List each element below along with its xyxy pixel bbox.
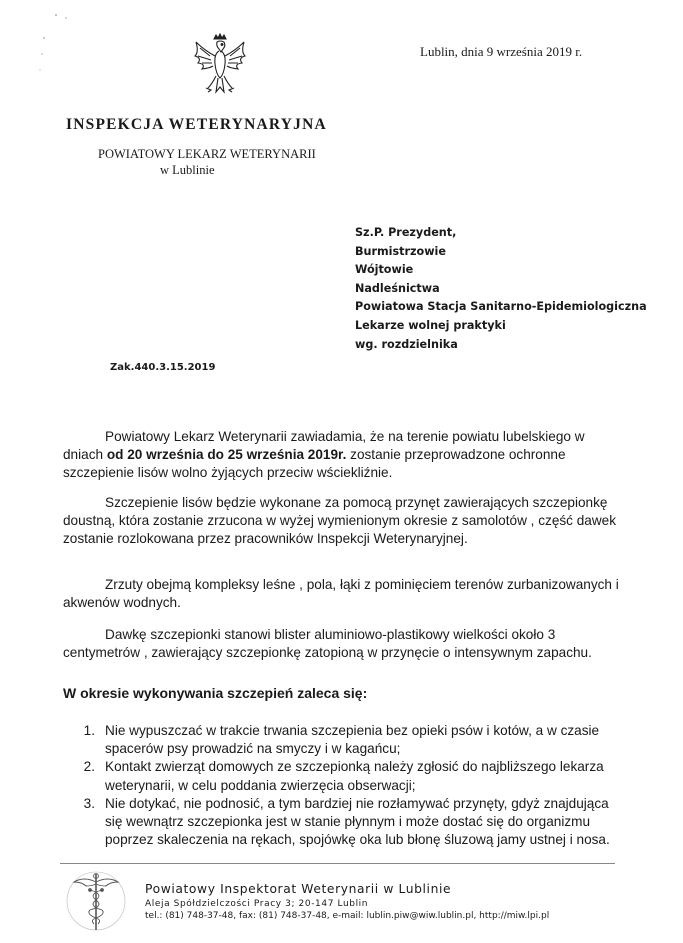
recipient-line: Burmistrzowie xyxy=(355,244,446,258)
recipient-line: Wójtowie xyxy=(355,263,414,277)
paragraph-text: Zrzuty obejmą kompleksy leśne , pola, łąki z pominięciem terenów zurbanizowanych i akwenów wodnych. xyxy=(63,577,619,611)
recipient-line: wg. rozdzielnika xyxy=(355,337,458,351)
list-item xyxy=(63,795,623,850)
org-location: w Lublinie xyxy=(160,163,215,177)
paragraph-areas xyxy=(63,576,623,612)
paragraph-text: Dawkę szczepionki stanowi blister aluminiowo-plastikowy wielkości około 3 centymetrów , zawierający szczepionkę zatopioną w przynęcie o intensywnym zapachu. xyxy=(63,627,592,661)
footer-institution-name: Powiatowy Inspektorat Weterynarii w Lublinie xyxy=(145,882,452,896)
paragraph-text: Powiatowy Lekarz Weterynarii zawiadamia, że na terenie powiatu lubelskiego w dniach xyxy=(63,429,585,463)
recommendations-heading: W okresie wykonywania szczepień zaleca się: xyxy=(63,685,368,701)
list-text: Nie dotykać, nie podnosić, a tym bardziej nie rozłamywać przynęty, gdyż znajdująca się wewnątrz szczepionka jest w stanie płynnym i może dostać się do organizmu poprzez skaleczenia na rękach, spojówkę oka lub błonę śluzową jamy ustnej i nosa. xyxy=(105,795,610,848)
recipient-line: Powiatowa Stacja Sanitarno-Epidemiologiczna xyxy=(355,300,647,314)
list-item xyxy=(63,758,623,794)
recipient-line: Sz.P. Prezydent, xyxy=(355,226,457,239)
paragraph-method xyxy=(63,494,623,549)
paragraph-text: zostanie przeprowadzone ochronne szczepienie lisów wolno żyjących przeciw wściekliźnie. xyxy=(63,447,566,481)
org-title: INSPEKCJA WETERYNARYJNA xyxy=(66,116,327,133)
paragraph-vaccine-form xyxy=(63,626,623,662)
list-number: 2. xyxy=(83,759,95,775)
recipient-line: Lekarze wolnej praktyki xyxy=(355,318,506,332)
org-subtitle: POWIATOWY LEKARZ WETERYNARII xyxy=(98,147,316,161)
paragraph-announcement xyxy=(63,428,623,483)
reference-number: Zak.440.3.15.2019 xyxy=(110,362,216,373)
recipients-block xyxy=(355,224,647,354)
date-line: Lublin, dnia 9 września 2019 r. xyxy=(420,44,583,59)
list-number: 1. xyxy=(83,723,95,738)
recommendations-list xyxy=(63,722,623,849)
dates-highlight: od 20 września do 25 września 2019r. xyxy=(106,447,347,463)
list-text: Nie wypuszczać w trakcie trwania szczepienia bez opieki psów i kotów, a w czasie spacerów psy prowadzić na smyczy i w kagańcu; xyxy=(105,723,600,757)
paragraph-text: Szczepienie lisów będzie wykonane za pomocą przynęt zawierających szczepionkę doustną, która zostanie zrzucona w wyżej wymienionym okresie z samolotów , część dawek zostanie rozlokowana przez pracowników Inspekcji Weterynaryjnej. xyxy=(63,495,617,547)
list-item xyxy=(63,722,623,758)
list-number: 3. xyxy=(83,795,95,811)
footer-contact: tel.: (81) 748-37-48, fax: (81) 748-37-48, e-mail: lublin.piw@wiw.lublin.pl, http://miw.lpi.pl xyxy=(145,911,550,921)
polish-eagle-icon xyxy=(190,32,250,102)
recipient-line: Nadleśnictwa xyxy=(355,281,440,295)
footer-address: Aleja Spółdzielczości Pracy 3; 20-147 Lublin xyxy=(145,899,369,909)
scan-marks-decoration xyxy=(36,10,76,80)
footer-divider xyxy=(60,863,615,864)
list-text: Kontakt zwierząt domowych ze szczepionką należy zgłosić do najbliższego lekarza weterynarii, w celu poddania zwierzęcia obserwacji; xyxy=(105,759,604,793)
caduceus-icon xyxy=(64,868,128,934)
